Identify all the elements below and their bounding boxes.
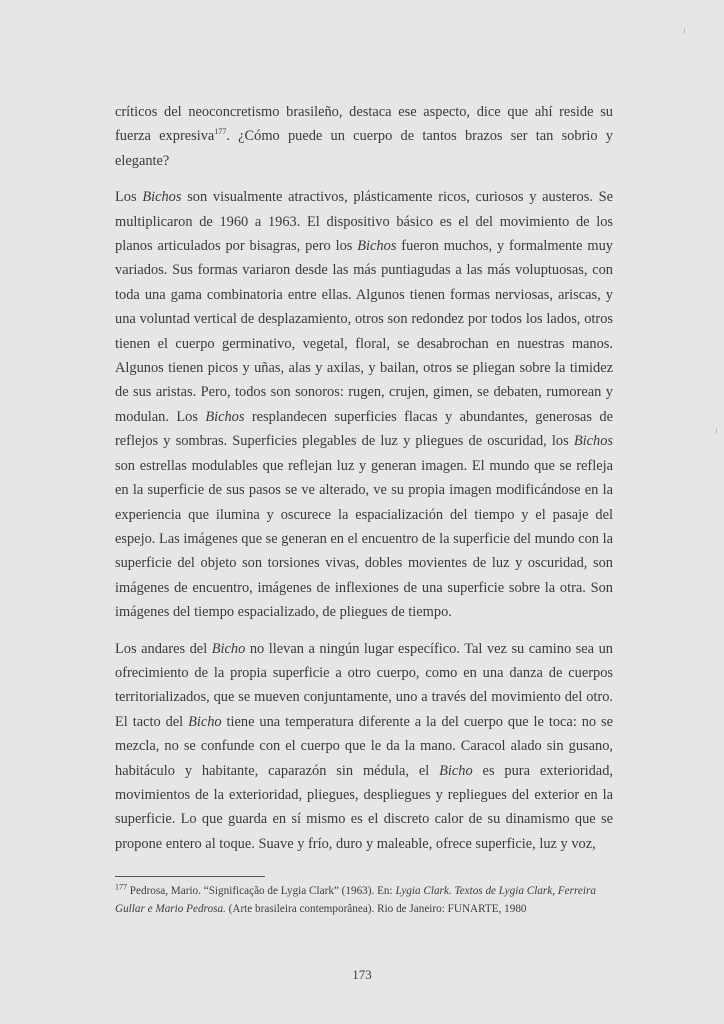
p2-text-5: son estrellas modulables que reflejan luz y generan imagen. El mundo que se refleja en la superficie de sus pasos se ve alterado, ve su propia imagen modificándose en la experiencia que ilumina y oscurece la espacialización del tiempo y el pasaje del espejo. Las imágenes que se generan en el encuentro de la superficie del mundo con la superficie del objeto son torsiones vivas, dobles movientes de luz y oscuridad, son imágenes de encuentro, imágenes de inflexiones de una superficie sobre la otra. Son imágenes del tiempo espacializado, de pliegues de tiempo. — [115, 457, 613, 621]
p3-text-2: no llevan a ningún lugar específico. Tal vez su camino sea un ofrecimiento de la propia superficie a otro cuerpo, como en una danza de cuerpos territorializados, que se mueven conjuntamente, uno a través del movimiento del otro. El tacto del — [115, 640, 613, 730]
p2-text-2: son visualmente atractivos, plásticamente ricos, curiosos y austeros. Se multiplicaron de 1960 a 1963. El dispositivo básico es el del movimiento de los planos articulados por bisagras, pero los — [115, 189, 613, 255]
p2-text-3: fueron muchos, y formalmente muy variados. Sus formas variaron desde las más puntiagudas a las más voluptuosas, con toda una gama combinatoria entre ellas. Algunos tienen formas nerviosas, ariscas, y una voluntad vertical de desplazamiento, otros son redondez por todos los lados, otros tienen el cuerpo germinativo, vegetal, floral, se desabrochan en nuestras manos. Algunos tienen picos y uñas, alas y axilas, y bailan, otros se pliegan sobre la timidez de sus aristas. Pero, todos son sonoros: rugen, crujen, gimen, se debaten, rumorean y modulan. Los — [115, 238, 614, 425]
p3-text-4: es pura exterioridad, movimientos de la exterioridad, pliegues, despliegues y repliegues del exterior en la superficie. Lo que guarda en sí mismo es el discreto calor de su dinamismo que se propone entero al toque. Suave y frío, duro y maleable, ofrece superficie, luz y voz, — [115, 762, 613, 852]
p2-italic-3: Bichos — [205, 408, 245, 425]
footnote-177 — [115, 882, 615, 918]
page-number: 173 — [352, 967, 372, 982]
p3-italic-1: Bicho — [211, 640, 246, 657]
footnote-separator — [115, 876, 265, 877]
p3-text-1: Los andares del — [115, 640, 212, 657]
footnote-italic-title: Lygia Clark. Textos de Lygia Clark, Ferreira Gullar e Mario Pedrosa. — [115, 885, 596, 915]
paragraph-1 — [115, 100, 613, 173]
paragraph-2 — [115, 185, 613, 624]
body-text — [115, 100, 613, 856]
p3-text-3: tiene una temperatura diferente a la del cuerpo que le toca: no se mezcla, no se confunde con el cuerpo que le da la mano. Caracol alado sin gusano, habitáculo y habitante, caparazón sin médula, el — [115, 713, 614, 779]
p2-italic-1: Bichos — [142, 189, 182, 206]
p2-italic-4: Bichos — [573, 433, 613, 450]
p1-text-2: . ¿Cómo puede un cuerpo de tantos brazos ser tan sobrio y elegante? — [115, 128, 613, 169]
p2-text-1: Los — [115, 189, 143, 206]
footnote-number: 177 — [115, 882, 127, 892]
p1-text-1: críticos del neoconcretismo brasileño, destaca ese aspecto, dice que ahí reside su fuerza expresiva — [115, 104, 613, 145]
p2-italic-2: Bichos — [357, 238, 397, 255]
p3-italic-3: Bicho — [439, 762, 473, 779]
footnote-text-1: Pedrosa, Mario. “Significação de Lygia Clark” (1963). En: — [127, 885, 396, 897]
footnote-text-2: (Arte brasileira contemporânea). Rio de Janeiro: FUNARTE, 1980 — [225, 903, 527, 915]
page-edge-mark — [716, 428, 717, 434]
p3-italic-2: Bicho — [188, 713, 222, 730]
page-edge-mark — [684, 28, 685, 34]
p2-text-4: resplandecen superficies flacas y abundantes, generosas de reflejos y sombras. Superficies plegables de luz y pliegues de oscuridad, los — [115, 408, 613, 450]
footnote-reference[interactable]: 177 — [214, 127, 227, 137]
paragraph-3 — [115, 637, 613, 857]
